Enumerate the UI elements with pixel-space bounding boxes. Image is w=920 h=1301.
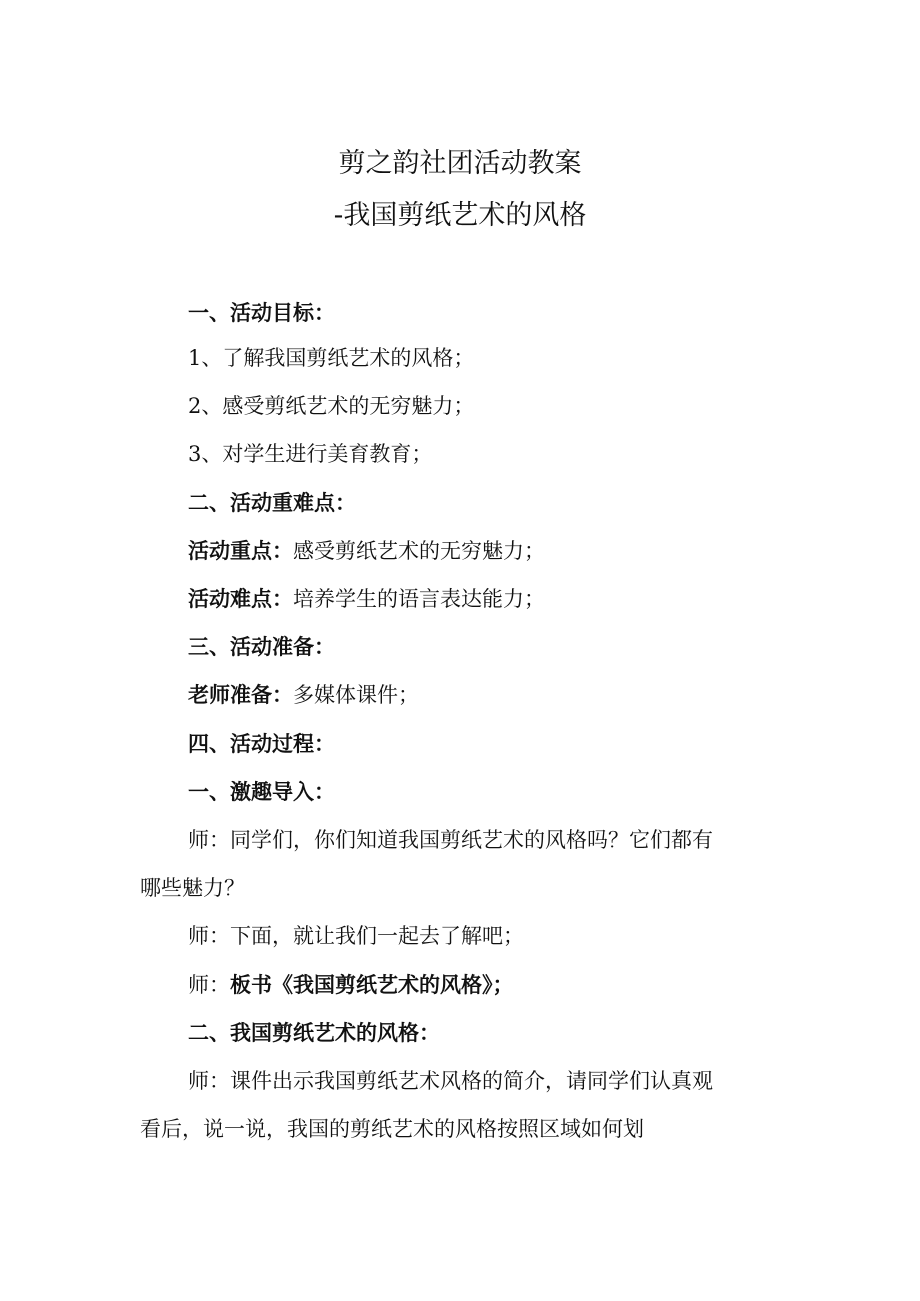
intro-paragraph-line-2: 哪些魅力？: [140, 876, 245, 900]
preparation-heading: 三、活动准备：: [188, 635, 335, 659]
difficulty-text: 培养学生的语言表达能力；: [293, 587, 545, 611]
goal-item-2: 2、感受剪纸艺术的无穷魅力；: [188, 394, 475, 418]
style-paragraph-line-2: 看后，说一说，我国的剪纸艺术的风格按照区域如何划: [140, 1117, 644, 1141]
blackboard-title: 板书《我国剪纸艺术的风格》；: [230, 973, 514, 997]
teacher-prep-line: [188, 680, 878, 710]
intro-paragraph-3-prefix: 师：: [188, 973, 230, 997]
intro-paragraph-line-1: 师：同学们，你们知道我国剪纸艺术的风格吗？它们都有: [188, 828, 713, 852]
intro-heading: 一、激趣导入：: [188, 780, 335, 804]
key-difficulty-heading: 二、活动重难点：: [188, 491, 356, 515]
style-paragraph-line-1: 师：课件出示我国剪纸艺术风格的简介，请同学们认真观: [188, 1069, 713, 1093]
document-subtitle: -我国剪纸艺术的风格: [333, 200, 587, 231]
difficulty-label: 活动难点：: [188, 587, 293, 611]
key-point-line: [188, 536, 878, 566]
goal-item-3: 3、对学生进行美育教育；: [188, 442, 433, 466]
intro-paragraph-2: 师：下面，就让我们一起去了解吧；: [188, 924, 524, 948]
style-heading: 二、我国剪纸艺术的风格：: [188, 1021, 440, 1045]
document-title: 剪之韵社团活动教案: [338, 148, 582, 179]
teacher-prep-label: 老师准备：: [188, 683, 293, 707]
goal-item-1: 1、了解我国剪纸艺术的风格；: [188, 346, 475, 370]
intro-paragraph-3: [188, 970, 878, 1000]
key-point-text: 感受剪纸艺术的无穷魅力；: [293, 539, 545, 563]
key-point-label: 活动重点：: [188, 539, 293, 563]
teacher-prep-text: 多媒体课件；: [293, 683, 419, 707]
goals-heading: 一、活动目标：: [188, 301, 335, 325]
difficulty-line: [188, 584, 878, 614]
process-heading: 四、活动过程：: [188, 732, 335, 756]
